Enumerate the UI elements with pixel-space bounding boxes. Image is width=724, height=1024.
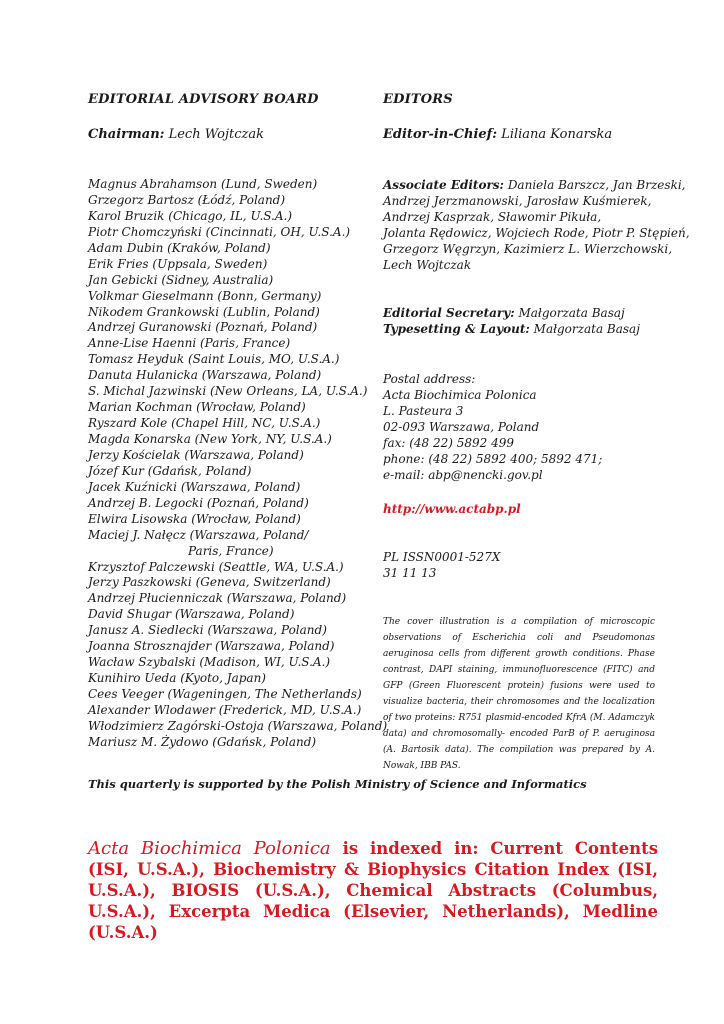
postal-label: Postal address: xyxy=(383,372,476,386)
issue-code: 31 11 13 xyxy=(383,566,437,580)
associate-line: Andrzej Kasprzak, Sławomir Pikuła, xyxy=(383,210,602,224)
journal-title: Acta Biochimica Polonica xyxy=(88,838,331,859)
phone-line: phone: (48 22) 5892 400; 5892 471; xyxy=(383,452,603,466)
secretary-name: Małgorzata Basaj xyxy=(518,306,625,320)
associate-line: Jolanta Rędowicz, Wojciech Rode, Piotr P. Stępień, xyxy=(383,226,690,240)
indexing-statement xyxy=(88,838,658,943)
board-member: Adam Dubin (Kraków, Poland) xyxy=(88,240,271,255)
board-member: Andrzej B. Legocki (Poznań, Poland) xyxy=(88,495,309,510)
board-member: Jacek Kuźnicki (Warszawa, Poland) xyxy=(88,479,301,494)
typesetting-name: Małgorzata Basaj xyxy=(533,322,640,336)
board-member: Andrzej Guranowski (Poznań, Poland) xyxy=(88,320,318,335)
eic-label: Editor-in-Chief: xyxy=(383,127,498,142)
cover-illustration-note: The cover illustration is a compilation of microscopic observations of Escherichia coli and Pseudomonas aeruginosa cells from different growth conditions. Phase contrast, DAPI staining, immunofluorescence (FITC) and GFP (Green Fluorescent protein) fusions were used to visualize bacteria, their chromosomes and the localization of two proteins: R751 plasmid-encoded KfrA (M. Adamczyk data) and chromosomally- encoded ParB of P. aeruginosa (A. Bartosik data). The compilation was prepared by A. Nowak, IBB PAS. xyxy=(383,617,655,771)
board-member: David Shugar (Warszawa, Poland) xyxy=(88,607,295,622)
address-line: 02-093 Warszawa, Poland xyxy=(383,420,540,434)
board-member: Karol Bruzik (Chicago, IL, U.S.A.) xyxy=(88,208,293,223)
editors-heading: EDITORS xyxy=(383,92,453,107)
board-member: Jerzy Kościelak (Warszawa, Poland) xyxy=(88,447,304,462)
board-member: Maciej J. Nałęcz (Warszawa, Poland/ xyxy=(88,527,309,542)
board-member: Jan Gebicki (Sidney, Australia) xyxy=(88,272,274,287)
board-member: Joanna Strosznajder (Warszawa, Poland) xyxy=(88,639,335,654)
chairman-label: Chairman: xyxy=(88,127,165,142)
typesetting-label: Typesetting & Layout: xyxy=(383,322,530,336)
editorial-secretary xyxy=(383,305,640,321)
chairman-name: Lech Wojtczak xyxy=(168,127,265,142)
editor-in-chief xyxy=(383,127,612,142)
board-member: Danuta Hulanicka (Warszawa, Poland) xyxy=(88,368,322,383)
board-member: Kunihiro Ueda (Kyoto, Japan) xyxy=(88,671,266,686)
indexing-text: is indexed in: Current Contents (ISI, U.S.A.), Biochemistry & Biophysics Citation Index (ISI, U.S.A.), BIOSIS (U.S.A.), Chemical Abstracts (Columbus, U.S.A.), Excerpta Medica (Elsevier, Netherlands), Medline (U.S.A.) xyxy=(88,839,659,942)
board-member: Elwira Lisowska (Wrocław, Poland) xyxy=(88,511,301,526)
issn-block xyxy=(383,549,500,581)
email-line: e-mail: abp@nencki.gov.pl xyxy=(383,468,543,482)
board-member: Volkmar Gieselmann (Bonn, Germany) xyxy=(88,288,322,303)
address-line: Acta Biochimica Polonica xyxy=(383,388,537,402)
associate-line: Andrzej Jerzmanowski, Jarosław Kuśmierek, xyxy=(383,194,652,208)
board-member: S. Michal Jazwinski (New Orleans, LA, U.S.A.) xyxy=(88,384,368,399)
board-member: Jerzy Paszkowski (Geneva, Switzerland) xyxy=(88,575,331,590)
board-member: Nikodem Grankowski (Lublin, Poland) xyxy=(88,304,320,319)
chairman xyxy=(88,127,264,142)
associate-line: Grzegorz Węgrzyn, Kazimierz L. Wierzchowski, xyxy=(383,242,673,256)
board-member: Tomasz Heyduk (Saint Louis, MO, U.S.A.) xyxy=(88,352,340,367)
address-line: L. Pasteura 3 xyxy=(383,404,464,418)
board-member: Erik Fries (Uppsala, Sweden) xyxy=(88,256,268,271)
board-member: Piotr Chomczyński (Cincinnati, OH, U.S.A.) xyxy=(88,224,351,239)
board-member: Wacław Szybalski (Madison, WI, U.S.A.) xyxy=(88,655,331,670)
advisory-board-members xyxy=(88,177,387,751)
board-member: Magnus Abrahamson (Lund, Sweden) xyxy=(88,177,318,191)
board-member: Cees Veeger (Wageningen, The Netherlands) xyxy=(88,687,362,701)
associate-line xyxy=(383,177,690,193)
staff-credits xyxy=(383,305,640,337)
board-member: Mariusz M. Żydowo (Gdańsk, Poland) xyxy=(88,734,317,749)
associate-label: Associate Editors: xyxy=(383,178,504,192)
board-member: Krzysztof Palczewski (Seattle, WA, U.S.A.) xyxy=(88,559,344,574)
board-member: Anne-Lise Haenni (Paris, France) xyxy=(88,336,291,351)
board-member: Włodzimierz Zagórski-Ostoja (Warszawa, Poland) xyxy=(88,718,388,733)
associate-editors xyxy=(383,177,690,273)
website-link[interactable]: http://www.actabp.pl xyxy=(383,502,521,516)
typesetting xyxy=(383,321,640,337)
associate-names: Daniela Barszcz, Jan Brzeski, xyxy=(507,178,686,192)
issn: PL ISSN0001-527X xyxy=(383,550,501,564)
support-note: This quarterly is supported by the Polish Ministry of Science and Informatics xyxy=(88,777,587,791)
board-member: Magda Konarska (New York, NY, U.S.A.) xyxy=(88,432,332,446)
board-member: Alexander Wlodawer (Frederick, MD, U.S.A.) xyxy=(88,702,362,717)
board-member: Marian Kochman (Wrocław, Poland) xyxy=(88,400,306,415)
postal-address xyxy=(383,371,602,483)
board-member: Grzegorz Bartosz (Łódź, Poland) xyxy=(88,192,286,207)
advisory-board-heading: EDITORIAL ADVISORY BOARD xyxy=(88,92,319,107)
board-member-continued: Paris, France) xyxy=(188,543,274,558)
board-member: Andrzej Płucienniczak (Warszawa, Poland) xyxy=(88,591,347,606)
board-member: Ryszard Kole (Chapel Hill, NC, U.S.A.) xyxy=(88,416,321,431)
board-member: Janusz A. Siedlecki (Warszawa, Poland) xyxy=(88,623,327,638)
fax-line: fax: (48 22) 5892 499 xyxy=(383,436,515,450)
secretary-label: Editorial Secretary: xyxy=(383,306,515,320)
eic-name: Liliana Konarska xyxy=(501,127,613,142)
board-member: Józef Kur (Gdańsk, Poland) xyxy=(88,463,252,478)
associate-line: Lech Wojtczak xyxy=(383,258,472,272)
